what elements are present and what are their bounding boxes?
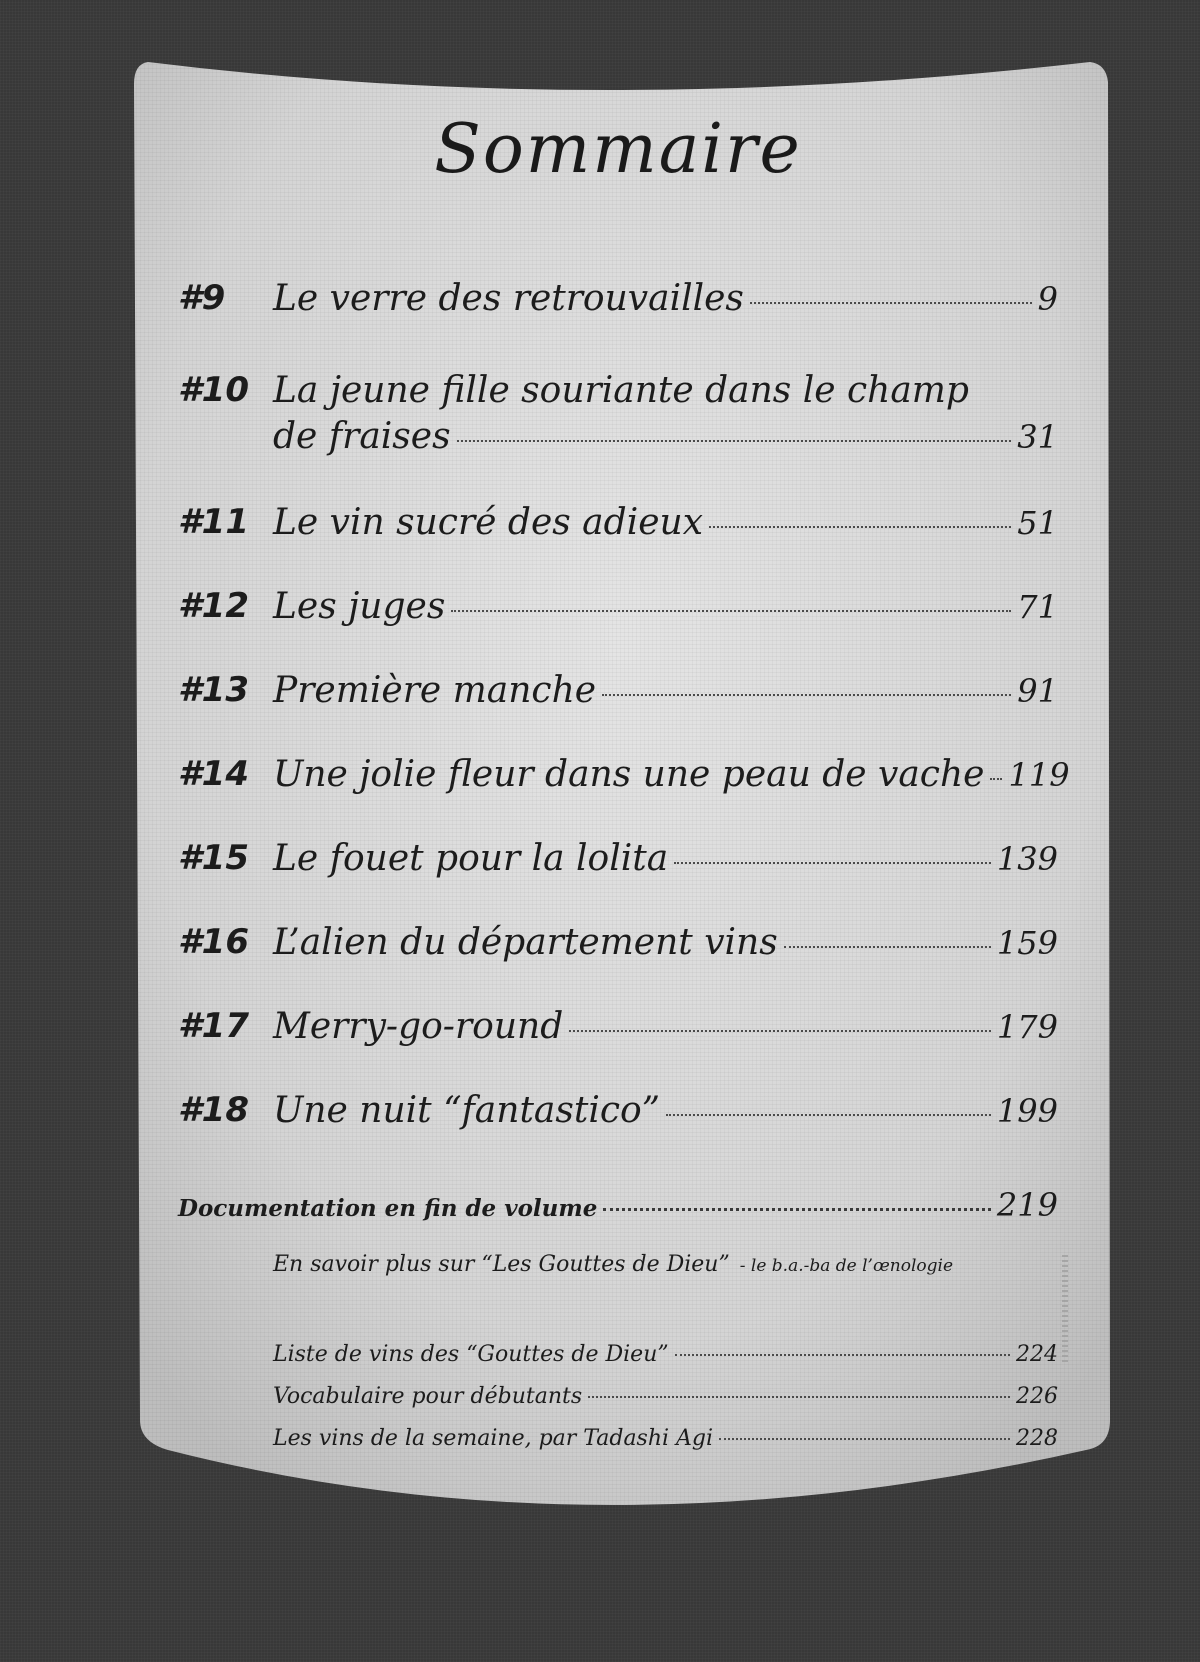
chapter-title: Une nuit “fantastico” (273, 1090, 661, 1131)
dot-leader (674, 862, 991, 864)
table-of-contents (178, 110, 1070, 1490)
dot-leader (457, 440, 1012, 442)
page-number: 219 (996, 1186, 1058, 1224)
chapter-number: #16 (178, 922, 249, 962)
chapter-number: #14 (178, 754, 249, 794)
page-number: 9 (1037, 280, 1058, 318)
chapter-title: L’alien du département vins (273, 922, 778, 963)
dot-leader (990, 778, 1002, 780)
page-number: 139 (996, 840, 1058, 878)
documentation-item (273, 1426, 1058, 1451)
dot-leader (675, 1354, 1010, 1356)
chapter-title: Le verre des retrouvailles (273, 278, 744, 319)
documentation-title: Documentation en fin de volume (178, 1195, 598, 1222)
chapter-title: Merry-go-round (273, 1006, 564, 1047)
vertical-barcode-mark (1062, 1255, 1068, 1365)
toc-line (273, 922, 1058, 963)
chapter-number: #15 (178, 838, 249, 878)
dot-leader (569, 1030, 991, 1032)
toc-line (273, 838, 1058, 879)
toc-line (273, 586, 1058, 627)
page-number: 226 (1016, 1384, 1058, 1409)
chapter-number: #10 (178, 370, 249, 410)
documentation-item (273, 1384, 1058, 1409)
documentation-item-title: Liste de vins des “Gouttes de Dieu” (273, 1342, 669, 1367)
page-number: 31 (1017, 418, 1058, 456)
page-number: 199 (996, 1092, 1058, 1130)
chapter-title: Le fouet pour la lolita (273, 838, 669, 879)
documentation-item (273, 1342, 1058, 1367)
documentation-intro-text: En savoir plus sur “Les Gouttes de Dieu” (273, 1252, 730, 1277)
page-number: 224 (1016, 1342, 1058, 1367)
toc-line (273, 370, 1058, 411)
page-number: 179 (996, 1008, 1058, 1046)
chapter-title: Les juges (273, 586, 446, 627)
documentation-item-title: Vocabulaire pour débutants (273, 1384, 583, 1409)
chapter-title: Première manche (273, 670, 597, 711)
toc-line-continued (273, 416, 1058, 457)
page-number: 119 (1008, 756, 1070, 794)
chapter-number: #18 (178, 1090, 249, 1130)
chapter-title: Le vin sucré des adieux (273, 502, 703, 543)
page-title: Sommaire (434, 110, 802, 189)
dot-leader (719, 1438, 1010, 1440)
toc-line (273, 670, 1058, 711)
page-number: 228 (1016, 1426, 1058, 1451)
chapter-number: #13 (178, 670, 249, 710)
chapter-title-continued: de fraises (273, 416, 451, 457)
page-number: 91 (1017, 672, 1058, 710)
dot-leader (451, 610, 1011, 612)
chapter-number: #12 (178, 586, 249, 626)
dot-leader (588, 1396, 1010, 1398)
toc-line (273, 1090, 1058, 1131)
documentation-entry (178, 1186, 1058, 1224)
chapter-title: La jeune fille souriante dans le champ (273, 370, 969, 411)
chapter-title: Une jolie fleur dans une peau de vache (273, 754, 985, 795)
documentation-item-title: Les vins de la semaine, par Tadashi Agi (273, 1426, 714, 1451)
dot-leader (750, 302, 1032, 304)
documentation-intro (273, 1252, 1058, 1277)
chapter-number: #17 (178, 1006, 249, 1046)
dot-leader (709, 526, 1011, 528)
page-number: 159 (996, 924, 1058, 962)
toc-line (273, 1006, 1058, 1047)
toc-line (273, 502, 1058, 543)
page-number: 51 (1017, 504, 1058, 542)
toc-line (273, 278, 1058, 319)
chapter-number: #11 (178, 502, 249, 542)
toc-line (273, 754, 1070, 795)
page-number: 71 (1017, 588, 1058, 626)
chapter-number: #9 (178, 278, 226, 318)
dot-leader (784, 946, 991, 948)
dot-leader (602, 694, 1011, 696)
dot-leader (666, 1114, 991, 1116)
dot-leader (603, 1208, 991, 1211)
documentation-intro-suffix: - le b.a.-ba de l’œnologie (739, 1256, 954, 1276)
